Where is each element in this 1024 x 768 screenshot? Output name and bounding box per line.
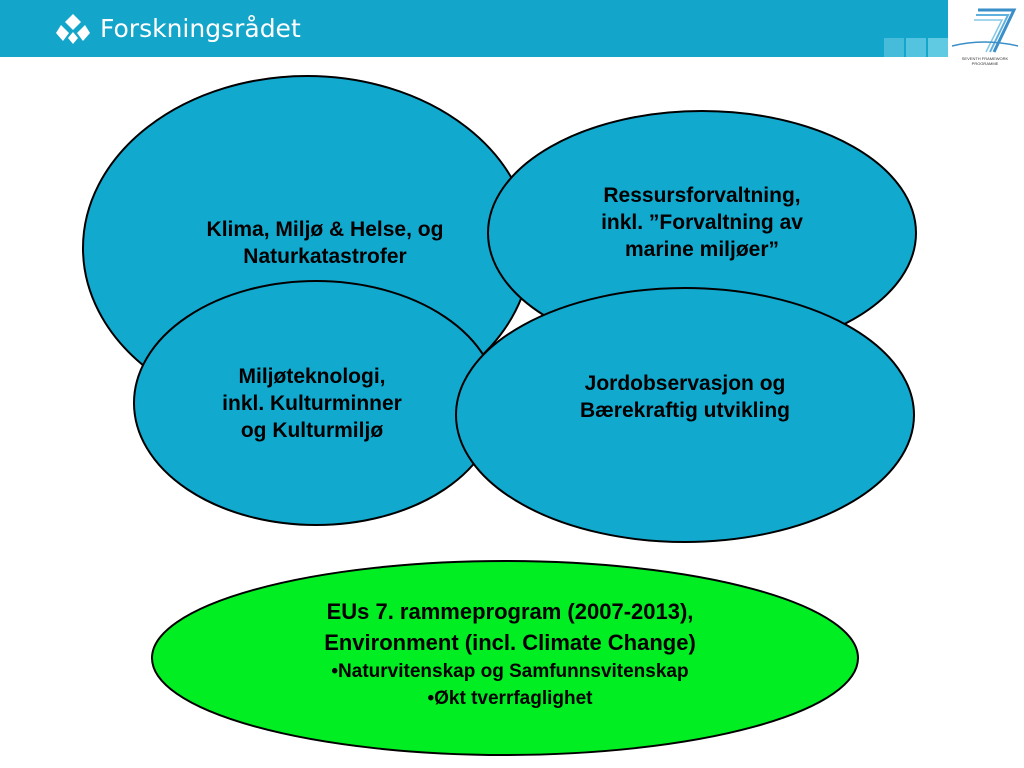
program-bullet: •Økt tverrfaglighet <box>427 688 593 709</box>
org-name: Forskningsrådet <box>100 14 301 43</box>
fp7-caption: SEVENTH FRAMEWORK PROGRAMME <box>961 56 1009 66</box>
label-line: Miljøteknologi, <box>238 365 386 388</box>
label-line: marine miljøer” <box>624 238 780 261</box>
label-line: Bærekraftig utvikling <box>579 399 791 422</box>
label-line: Ressursforvaltning, <box>603 184 801 207</box>
label-line: Jordobservasjon og <box>584 372 786 395</box>
label-line: inkl. ”Forvaltning av <box>601 211 803 234</box>
program-title: EUs 7. rammeprogram (2007-2013), <box>326 599 694 624</box>
label-jordobservasjon <box>530 370 840 424</box>
label-line: inkl. Kulturminner <box>222 392 402 415</box>
label-line: og Kulturmiljø <box>240 419 384 442</box>
label-klima: Klima, Miljø & Helse, og Naturkatastrofer <box>206 218 444 268</box>
program-bullet: •Naturvitenskap og Samfunnsvitenskap <box>331 661 689 682</box>
label-ressursforvaltning <box>540 182 864 263</box>
program-subtitle: Environment (incl. Climate Change) <box>324 630 696 655</box>
label-miljoteknologi <box>180 363 444 444</box>
program-text <box>190 596 830 712</box>
